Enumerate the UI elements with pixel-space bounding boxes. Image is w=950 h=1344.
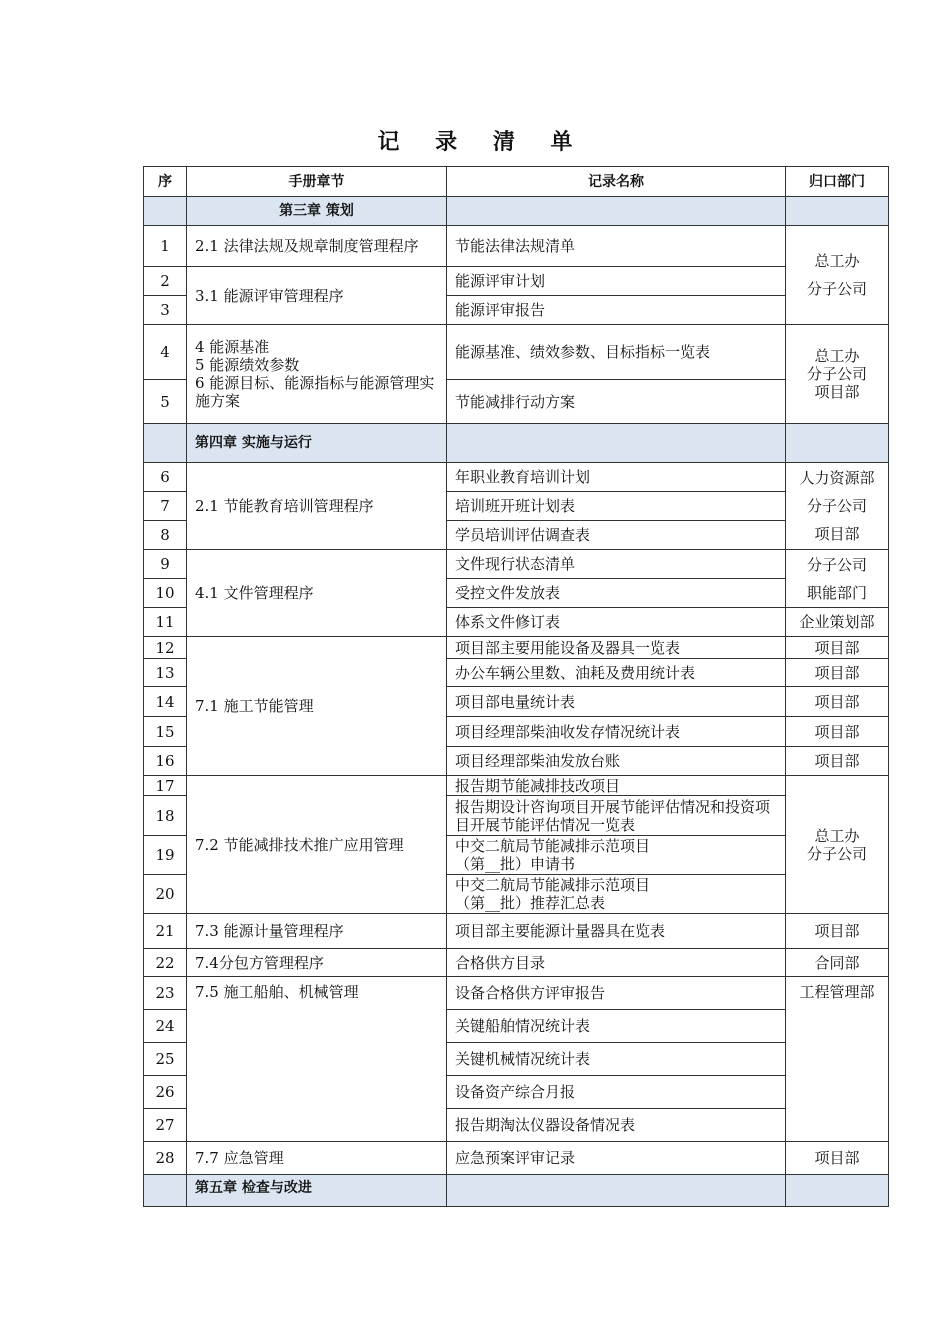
row-number: 26	[144, 1076, 187, 1109]
record-list-table	[143, 166, 889, 1207]
record-name: 受控文件发放表	[447, 579, 786, 608]
row-number: 5	[144, 380, 187, 424]
row-number: 1	[144, 226, 187, 267]
record-name: 节能法律法规清单	[447, 226, 786, 267]
record-name: 能源基准、绩效参数、目标指标一览表	[447, 325, 786, 380]
table-row	[144, 267, 889, 296]
row-number: 2	[144, 267, 187, 296]
record-name	[447, 875, 786, 914]
chapter-title: 第五章 检查与改进	[187, 1175, 447, 1207]
section-cell: 7.7 应急管理	[187, 1142, 447, 1175]
record-name: 项目部电量统计表	[447, 687, 786, 717]
record-line: 中交二航局节能减排示范项目	[455, 876, 651, 894]
header-seq: 序	[144, 167, 187, 197]
row-number: 25	[144, 1043, 187, 1076]
row-number: 28	[144, 1142, 187, 1175]
record-name: 报告期设计咨询项目开展节能评估情况和投资项目开展节能评估情况一览表	[447, 796, 786, 836]
section-cell: 2.1 法律法规及规章制度管理程序	[187, 226, 447, 267]
section-cell: 2.1 节能教育培训管理程序	[187, 463, 447, 550]
chapter-title: 第四章 实施与运行	[187, 424, 447, 463]
chapter-row	[144, 1175, 889, 1207]
section-cell: 7.5 施工船舶、机械管理	[187, 977, 447, 1142]
record-name: 文件现行状态清单	[447, 550, 786, 579]
record-name: 体系文件修订表	[447, 608, 786, 637]
record-name: 合格供方目录	[447, 949, 786, 977]
dept-cell: 合同部	[786, 949, 889, 977]
record-list-table-wrapper	[143, 166, 889, 1207]
row-number: 14	[144, 687, 187, 717]
record-name: 项目经理部柴油发放台账	[447, 747, 786, 776]
section-cell: 7.2 节能减排技术推广应用管理	[187, 776, 447, 914]
header-record: 记录名称	[447, 167, 786, 197]
dept-label: 分子公司	[806, 365, 867, 383]
table-row	[144, 776, 889, 796]
row-number: 10	[144, 579, 187, 608]
section-cell	[187, 325, 447, 424]
dept-cell	[786, 325, 889, 424]
header-section: 手册章节	[187, 167, 447, 197]
row-number: 23	[144, 977, 187, 1010]
chapter-title: 第三章 策划	[187, 197, 447, 226]
dept-label: 人力资源部	[799, 469, 875, 487]
record-name: 学员培训评估调查表	[447, 521, 786, 550]
dept-cell: 项目部	[786, 747, 889, 776]
table-row	[144, 325, 889, 380]
section-cell: 3.1 能源评审管理程序	[187, 267, 447, 325]
record-name: 关键机械情况统计表	[447, 1043, 786, 1076]
row-number: 4	[144, 325, 187, 380]
row-number: 21	[144, 914, 187, 949]
table-row	[144, 637, 889, 659]
row-number: 9	[144, 550, 187, 579]
dept-cell: 企业策划部	[786, 608, 889, 637]
row-number: 17	[144, 776, 187, 796]
table-row	[144, 463, 889, 492]
section-line: 4 能源基准	[195, 338, 270, 356]
section-cell: 7.4分包方管理程序	[187, 949, 447, 977]
row-number: 8	[144, 521, 187, 550]
record-name: 能源评审计划	[447, 267, 786, 296]
dept-label: 项目部	[814, 383, 860, 401]
record-name: 项目经理部柴油收发存情况统计表	[447, 717, 786, 747]
table-row	[144, 1142, 889, 1175]
dept-cell: 项目部	[786, 717, 889, 747]
chapter-row	[144, 197, 889, 226]
dept-label: 总工办	[814, 826, 860, 845]
section-line: 5 能源绩效参数	[195, 356, 300, 374]
dept-label: 分子公司	[806, 555, 867, 574]
dept-label: 分子公司	[806, 280, 867, 298]
section-cell: 4.1 文件管理程序	[187, 550, 447, 637]
record-name: 节能减排行动方案	[447, 380, 786, 424]
record-name: 项目部主要用能设备及器具一览表	[447, 637, 786, 659]
dept-cell	[786, 550, 889, 608]
row-number: 16	[144, 747, 187, 776]
row-number: 18	[144, 796, 187, 836]
section-line: 6 能源目标、能源指标与能源管理实施方案	[195, 374, 435, 410]
header-dept: 归口部门	[786, 167, 889, 197]
table-row	[144, 977, 889, 1010]
dept-label: 职能部门	[806, 583, 867, 602]
record-name: 报告期节能减排技改项目	[447, 776, 786, 796]
table-row	[144, 914, 889, 949]
dept-label: 项目部	[814, 525, 860, 543]
table-header-row	[144, 167, 889, 197]
document-title: 记 录 清 单	[377, 130, 587, 155]
dept-cell: 项目部	[786, 1142, 889, 1175]
record-name: 项目部主要能源计量器具在览表	[447, 914, 786, 949]
row-number: 13	[144, 659, 187, 687]
record-name: 设备合格供方评审报告	[447, 977, 786, 1010]
chapter-row	[144, 424, 889, 463]
dept-cell	[786, 776, 889, 914]
table-row	[144, 226, 889, 267]
row-number: 22	[144, 949, 187, 977]
row-number: 15	[144, 717, 187, 747]
row-number: 3	[144, 296, 187, 325]
dept-cell: 项目部	[786, 687, 889, 717]
row-number: 6	[144, 463, 187, 492]
record-line: （第__批）推荐汇总表	[455, 894, 606, 912]
dept-cell: 项目部	[786, 914, 889, 949]
table-row	[144, 949, 889, 977]
row-number: 20	[144, 875, 187, 914]
dept-label: 总工办	[814, 252, 860, 270]
row-number: 27	[144, 1109, 187, 1142]
dept-cell: 项目部	[786, 659, 889, 687]
record-name: 关键船舶情况统计表	[447, 1010, 786, 1043]
record-name	[447, 836, 786, 875]
dept-label: 总工办	[814, 347, 860, 365]
record-name: 应急预案评审记录	[447, 1142, 786, 1175]
dept-cell: 项目部	[786, 637, 889, 659]
record-name: 培训班开班计划表	[447, 492, 786, 521]
row-number: 12	[144, 637, 187, 659]
record-name: 年职业教育培训计划	[447, 463, 786, 492]
record-name: 能源评审报告	[447, 296, 786, 325]
record-name: 报告期淘汰仪器设备情况表	[447, 1109, 786, 1142]
record-line: 中交二航局节能减排示范项目	[455, 837, 651, 855]
record-name: 办公车辆公里数、油耗及费用统计表	[447, 659, 786, 687]
dept-cell: 工程管理部	[786, 977, 889, 1142]
dept-cell	[786, 463, 889, 550]
dept-label: 分子公司	[806, 844, 867, 863]
record-line: （第__批）申请书	[455, 855, 576, 873]
row-number: 11	[144, 608, 187, 637]
row-number: 24	[144, 1010, 187, 1043]
record-name: 设备资产综合月报	[447, 1076, 786, 1109]
section-cell: 7.1 施工节能管理	[187, 637, 447, 776]
row-number: 19	[144, 836, 187, 875]
dept-label: 分子公司	[806, 497, 867, 515]
section-cell: 7.3 能源计量管理程序	[187, 914, 447, 949]
table-row	[144, 550, 889, 579]
dept-cell	[786, 226, 889, 325]
row-number: 7	[144, 492, 187, 521]
